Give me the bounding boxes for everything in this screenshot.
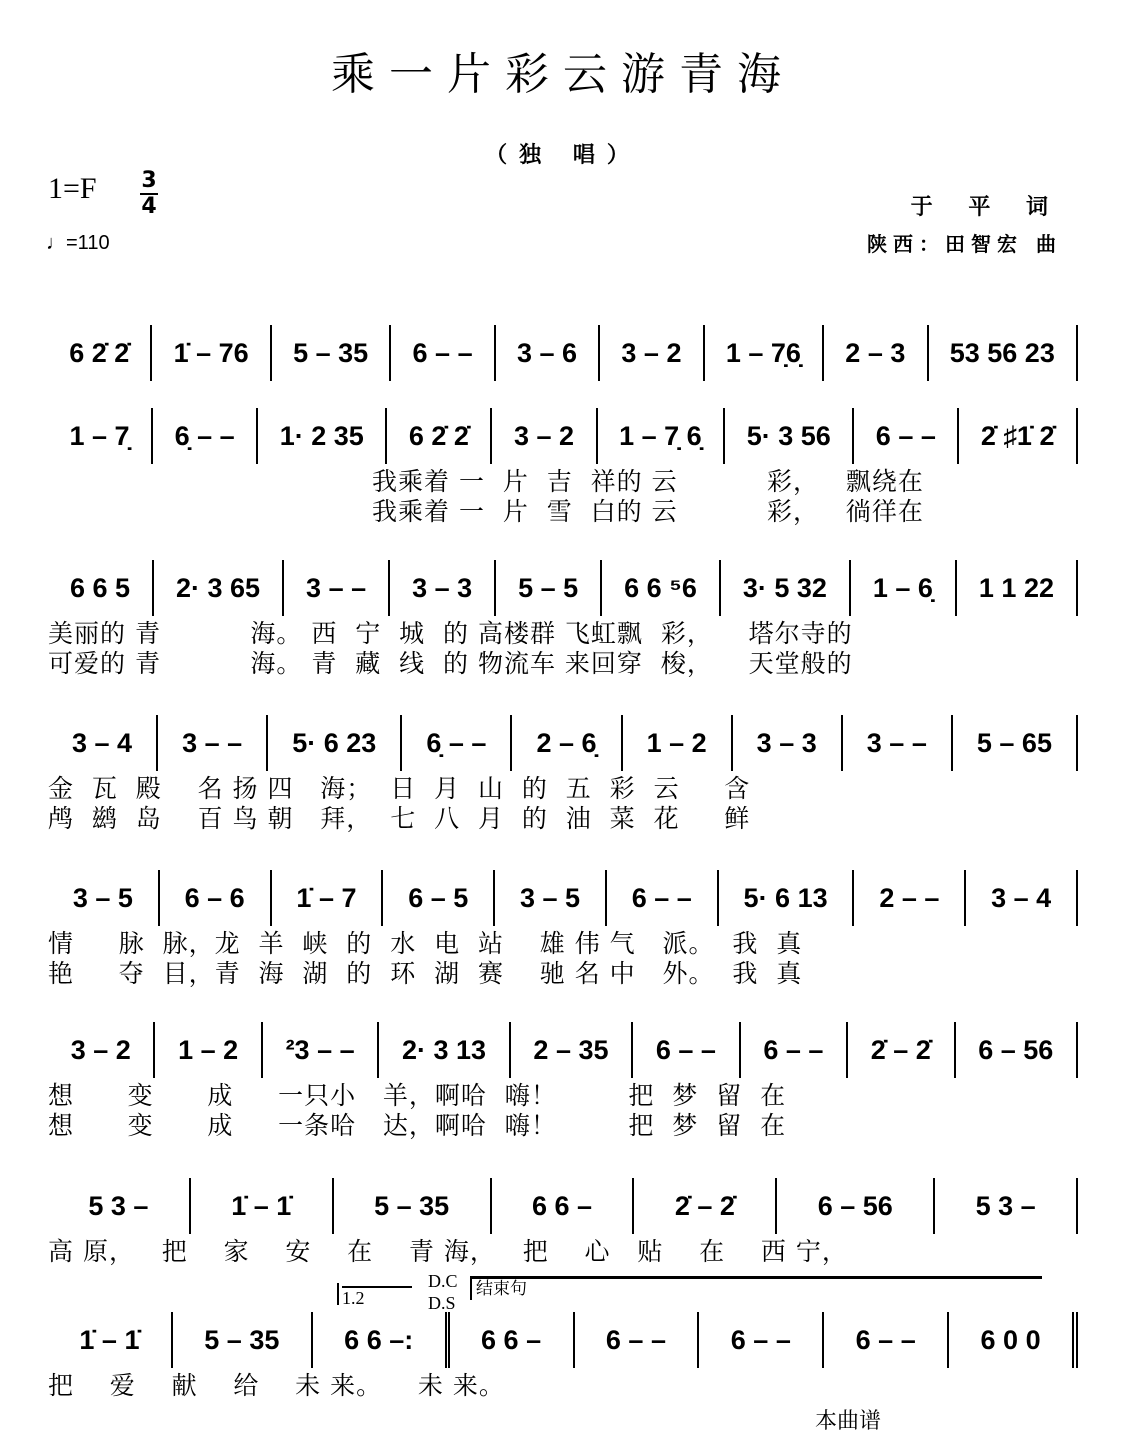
measure: 3 – 6 xyxy=(496,325,600,381)
measure: 1· 2 35 xyxy=(258,408,387,464)
measure: 1 – 6̣ xyxy=(851,560,957,616)
measure: 2̇ – 2̇ xyxy=(848,1022,955,1078)
lyric-line: 把 爱 献 给 未 来。 未 来。 xyxy=(48,1371,505,1400)
measure: ²3 – – xyxy=(263,1022,379,1078)
measure: 3 – – xyxy=(284,560,390,616)
measure: 6 – 6 xyxy=(160,870,272,926)
lyric-line: 高 原， 把 家 安 在 青 海， 把 心 贴 在 西 宁， xyxy=(48,1237,848,1266)
measure: 2̇ – 2̇ xyxy=(634,1178,777,1234)
staff-line xyxy=(48,408,1078,464)
measure: 3 – 4 xyxy=(48,715,158,771)
measure: 6̣ – – xyxy=(153,408,258,464)
measure: 6̣ – – xyxy=(402,715,512,771)
lyric-line: 美丽的 青 海。 西 宁 城 的 高楼群 飞虹飘 彩， 塔尔寺的 xyxy=(48,619,853,648)
measure: 2 – 35 xyxy=(511,1022,633,1078)
staff-line xyxy=(48,560,1078,616)
measure: 6 – – xyxy=(607,870,719,926)
measure: 6 – – xyxy=(824,1312,949,1368)
measure: 6 0 0 xyxy=(949,1312,1078,1368)
measure: 6 2̇ 2̇ xyxy=(387,408,492,464)
lyric-line: 情 脉 脉，龙 羊 峡 的 水 电 站 雄 伟 气 派。 我 真 xyxy=(48,929,803,958)
measure: 3· 5 32 xyxy=(721,560,851,616)
staff-line xyxy=(48,1178,1078,1234)
ending-label: 结束句 xyxy=(470,1276,1042,1300)
measure: 1 – 7̣6̣ xyxy=(705,325,824,381)
tempo-marking: ♩=110 xyxy=(46,232,110,254)
measure: 3 – 3 xyxy=(733,715,843,771)
measure: 6 – – xyxy=(391,325,495,381)
measure: 3 – – xyxy=(158,715,268,771)
staff-line xyxy=(48,1312,1078,1368)
measure: 6 – – xyxy=(699,1312,824,1368)
measure: 3 – – xyxy=(843,715,953,771)
composer: 陕西：田智宏 曲 xyxy=(867,232,1062,256)
meter-top: 3 xyxy=(141,168,157,193)
measure: 2̇ ♯1̇ 2̇ xyxy=(959,408,1078,464)
song-title: 乘一片彩云游青海 xyxy=(331,49,795,100)
subtitle: （独 唱） xyxy=(485,143,641,168)
measure: 1 – 7̣ xyxy=(48,408,153,464)
measure: 5· 6 13 xyxy=(719,870,855,926)
measure: 3 – 2 xyxy=(492,408,597,464)
measure: 5 – 35 xyxy=(334,1178,492,1234)
measure: 6 6 – xyxy=(450,1312,575,1368)
measure: 3 – 5 xyxy=(48,870,160,926)
measure: 5 – 35 xyxy=(272,325,391,381)
ds-marker: D.S xyxy=(428,1293,456,1313)
source-note: 本曲谱 xyxy=(815,1409,882,1434)
meter-bottom: 4 xyxy=(141,194,157,219)
measure: 5· 3 56 xyxy=(725,408,854,464)
measure: 1̇ – 76 xyxy=(152,325,271,381)
measure: 1 – 2 xyxy=(623,715,733,771)
measure: 5· 6 23 xyxy=(268,715,402,771)
lyric-line: 我乘着 一 片 吉 祥的 云 彩， 飘绕在 xyxy=(372,467,924,496)
measure: 1̇ – 7 xyxy=(272,870,384,926)
dc-marker: D.C xyxy=(428,1271,458,1291)
key-signature: 1=F xyxy=(48,172,97,205)
measure: 2 – 3 xyxy=(824,325,928,381)
volta-bracket xyxy=(337,1283,339,1305)
measure: 5 – 35 xyxy=(173,1312,313,1368)
measure: 1̇ – 1̇ xyxy=(191,1178,334,1234)
staff-line xyxy=(48,1022,1078,1078)
measure: 6 – – xyxy=(575,1312,700,1368)
measure: 6 6 5 xyxy=(48,560,154,616)
measure: 2 – – xyxy=(854,870,966,926)
lyric-line: 鸬 鹚 岛 百 鸟 朝 拜， 七 八 月 的 油 菜 花 鲜 xyxy=(48,804,751,833)
measure: 6 6 – xyxy=(492,1178,635,1234)
measure: 3 – 3 xyxy=(390,560,496,616)
lyric-line: 我乘着 一 片 雪 白的 云 彩， 徜徉在 xyxy=(372,497,924,526)
lyric-line: 想 变 成 一条哈 达，啊哈 嗨！ 把 梦 留 在 xyxy=(48,1111,787,1140)
measure: 5 3 – xyxy=(48,1178,191,1234)
measure: 53 56 23 xyxy=(929,325,1078,381)
measure: 2· 3 65 xyxy=(154,560,284,616)
staff-line xyxy=(48,325,1078,381)
measure: 6 6 –: xyxy=(313,1312,450,1368)
measure: 3 – 4 xyxy=(966,870,1078,926)
measure: 6 – – xyxy=(854,408,959,464)
measure: 3 – 2 xyxy=(600,325,704,381)
lyric-line: 艳 夺 目，青 海 湖 的 环 湖 赛 驰 名 中 外。 我 真 xyxy=(48,959,803,988)
measure: 2 – 6̣ xyxy=(512,715,622,771)
measure: 3 – 5 xyxy=(495,870,607,926)
measure: 6 – – xyxy=(633,1022,740,1078)
measure: 6 6 ⁵6 xyxy=(602,560,721,616)
measure: 6 – – xyxy=(741,1022,848,1078)
measure: 6 – 56 xyxy=(956,1022,1078,1078)
time-signature xyxy=(140,170,158,218)
staff-line xyxy=(48,715,1078,771)
lyric-line: 可爱的 青 海。 青 藏 线 的 物流车 来回穿 梭， 天堂般的 xyxy=(48,649,853,678)
measure: 1̇ – 1̇ xyxy=(48,1312,173,1368)
measure: 1 – 7̣ 6̣ xyxy=(598,408,726,464)
measure: 6 – 56 xyxy=(777,1178,935,1234)
measure: 1 – 2 xyxy=(155,1022,262,1078)
measure: 5 – 5 xyxy=(496,560,602,616)
measure: 2· 3 13 xyxy=(379,1022,510,1078)
measure: 6 2̇ 2̇ xyxy=(48,325,152,381)
measure: 5 – 65 xyxy=(953,715,1078,771)
lyricist: 于 平 词 xyxy=(910,195,1062,220)
measure: 6 – 5 xyxy=(383,870,495,926)
measure: 3 – 2 xyxy=(48,1022,155,1078)
staff-line xyxy=(48,870,1078,926)
lyric-line: 金 瓦 殿 名 扬 四 海； 日 月 山 的 五 彩 云 含 xyxy=(48,774,751,803)
measure: 1 1 22 xyxy=(957,560,1078,616)
volta-label: 1.2 xyxy=(342,1286,412,1309)
lyric-line: 想 变 成 一只小 羊，啊哈 嗨！ 把 梦 留 在 xyxy=(48,1081,787,1110)
measure: 5 3 – xyxy=(935,1178,1078,1234)
